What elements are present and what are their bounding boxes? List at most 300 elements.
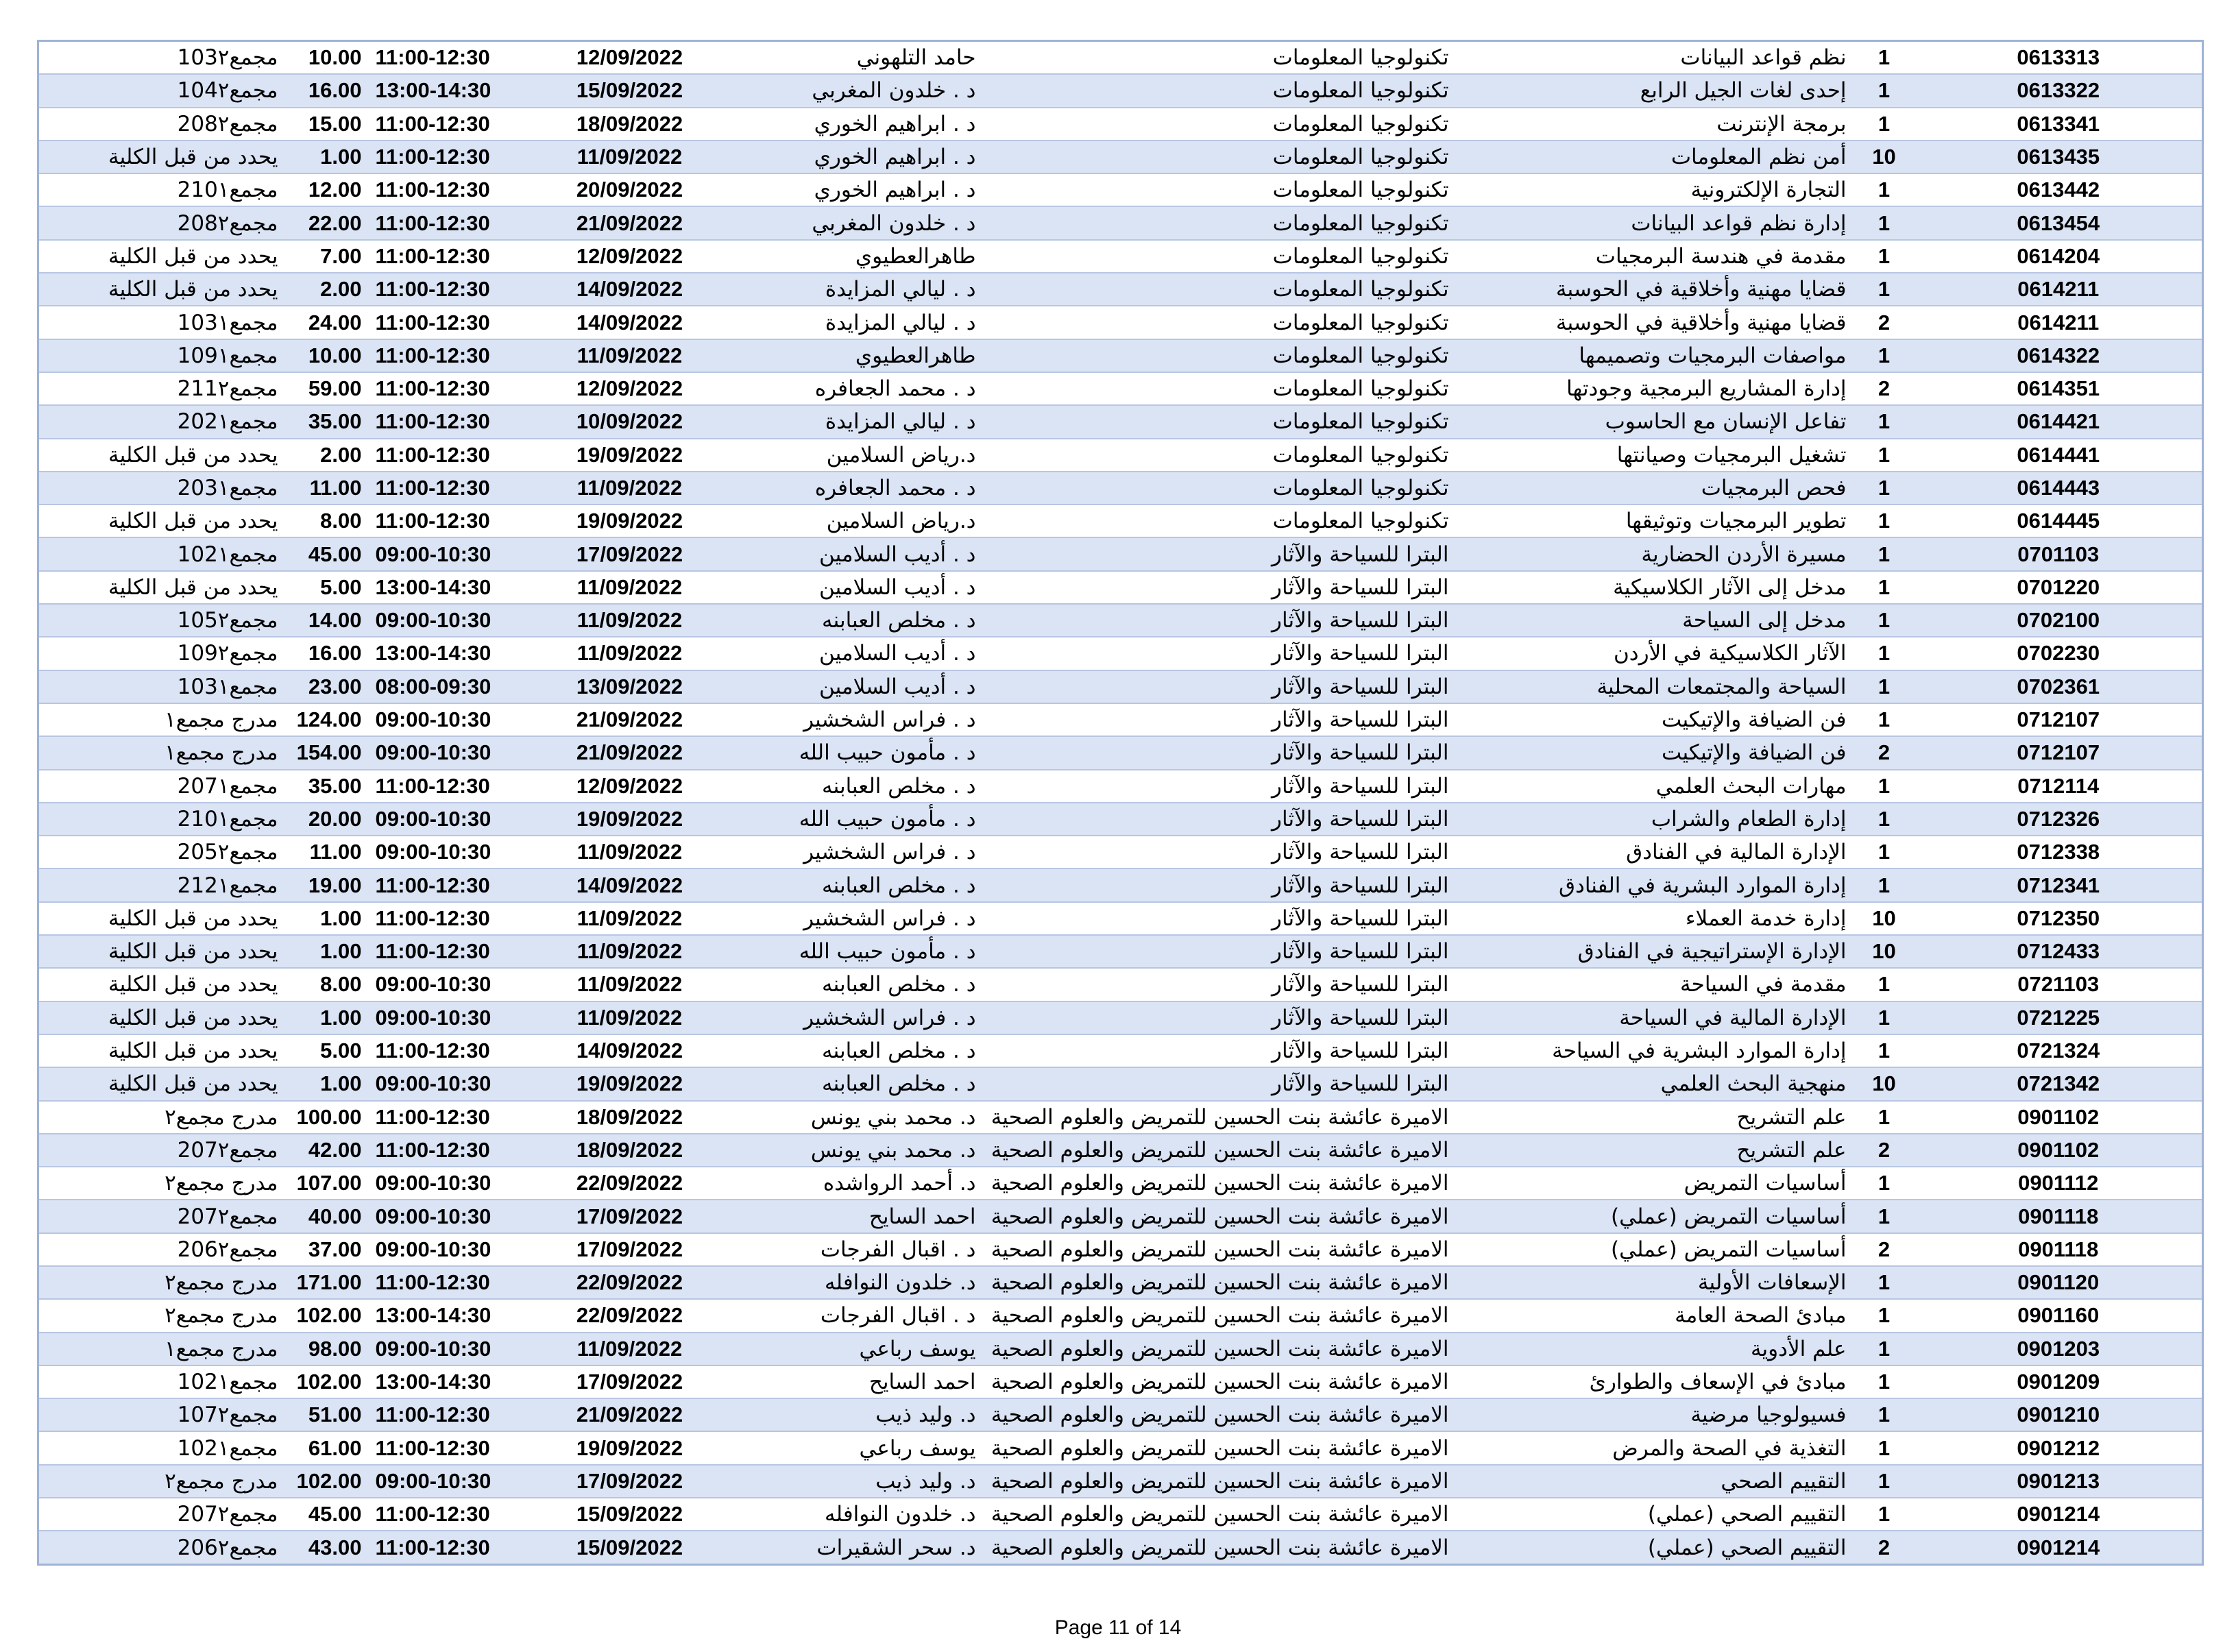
room-cell: يحدد من قبل الكلية — [38, 968, 285, 1001]
section-cell: 2 — [1854, 306, 1915, 339]
course-name-cell: مدخل إلى الآثار الكلاسيكية — [1456, 571, 1854, 604]
course-name-cell: الآثار الكلاسيكية في الأردن — [1456, 637, 1854, 670]
course-code-cell: 0614211 — [1915, 306, 2203, 339]
faculty-cell: البترا للسياحة والآثار — [976, 537, 1456, 570]
faculty-cell: البترا للسياحة والآثار — [976, 902, 1456, 935]
room-cell: يحدد من قبل الكلية — [38, 1067, 285, 1100]
student-count-cell: 19.00 — [285, 868, 369, 901]
student-count-cell: 1.00 — [285, 902, 369, 935]
faculty-cell: تكنولوجيا المعلومات — [976, 405, 1456, 438]
student-count-cell: 20.00 — [285, 803, 369, 836]
room-cell: 103مجمع١ — [38, 670, 285, 703]
table-row — [38, 736, 2203, 769]
room-cell: مدرج مجمع١ — [38, 703, 285, 736]
course-code-cell: 0613442 — [1915, 173, 2203, 206]
room-cell: 102مجمع١ — [38, 1365, 285, 1398]
course-code-cell: 0613341 — [1915, 108, 2203, 141]
course-name-cell: مبادئ الصحة العامة — [1456, 1299, 1854, 1332]
faculty-cell: البترا للسياحة والآثار — [976, 836, 1456, 868]
faculty-cell: تكنولوجيا المعلومات — [976, 41, 1456, 75]
section-cell: 1 — [1854, 41, 1915, 75]
table-row — [38, 108, 2203, 141]
room-cell: 102مجمع١ — [38, 537, 285, 570]
exam-date-cell: 17/09/2022 — [524, 1200, 736, 1232]
course-name-cell: تطوير البرمجيات وتوثيقها — [1456, 505, 1854, 537]
exam-date-cell: 15/09/2022 — [524, 1498, 736, 1531]
exam-time-cell: 13:00-14:30 — [369, 74, 524, 107]
exam-date-cell: 11/09/2022 — [524, 604, 736, 637]
section-cell: 1 — [1854, 1001, 1915, 1034]
exam-date-cell: 11/09/2022 — [524, 935, 736, 968]
instructor-cell: د . فراس الشخشير — [736, 1001, 976, 1034]
exam-date-cell: 17/09/2022 — [524, 1233, 736, 1266]
section-cell: 1 — [1854, 240, 1915, 273]
faculty-cell: البترا للسياحة والآثار — [976, 604, 1456, 637]
exam-time-cell: 11:00-12:30 — [369, 770, 524, 803]
exam-time-cell: 09:00-10:30 — [369, 1001, 524, 1034]
course-name-cell: أمن نظم المعلومات — [1456, 141, 1854, 173]
student-count-cell: 8.00 — [285, 505, 369, 537]
section-cell: 1 — [1854, 1200, 1915, 1232]
faculty-cell: تكنولوجيا المعلومات — [976, 306, 1456, 339]
faculty-cell: الاميرة عائشة بنت الحسين للتمريض والعلوم الصحية — [976, 1431, 1456, 1464]
section-cell: 1 — [1854, 703, 1915, 736]
faculty-cell: الاميرة عائشة بنت الحسين للتمريض والعلوم الصحية — [976, 1531, 1456, 1564]
course-name-cell: فسيولوجيا مرضية — [1456, 1398, 1854, 1431]
instructor-cell: د . خلدون المغربي — [736, 74, 976, 107]
section-cell: 1 — [1854, 537, 1915, 570]
section-cell: 10 — [1854, 1067, 1915, 1100]
section-cell: 2 — [1854, 1531, 1915, 1564]
instructor-cell: د . مخلص العبابنه — [736, 968, 976, 1001]
faculty-cell: تكنولوجيا المعلومات — [976, 339, 1456, 372]
course-name-cell: إحدى لغات الجيل الرابع — [1456, 74, 1854, 107]
student-count-cell: 1.00 — [285, 141, 369, 173]
table-row — [38, 439, 2203, 472]
course-code-cell: 0701220 — [1915, 571, 2203, 604]
faculty-cell: الاميرة عائشة بنت الحسين للتمريض والعلوم الصحية — [976, 1101, 1456, 1134]
course-code-cell: 0901203 — [1915, 1333, 2203, 1365]
room-cell: 207مجمع١ — [38, 770, 285, 803]
table-row — [38, 703, 2203, 736]
course-name-cell: تشغيل البرمجيات وصيانتها — [1456, 439, 1854, 472]
exam-time-cell: 11:00-12:30 — [369, 1398, 524, 1431]
section-cell: 1 — [1854, 1299, 1915, 1332]
exam-date-cell: 22/09/2022 — [524, 1266, 736, 1299]
faculty-cell: الاميرة عائشة بنت الحسين للتمريض والعلوم الصحية — [976, 1233, 1456, 1266]
exam-date-cell: 11/09/2022 — [524, 571, 736, 604]
exam-time-cell: 11:00-12:30 — [369, 173, 524, 206]
room-cell: 107مجمع٢ — [38, 1398, 285, 1431]
table-row — [38, 41, 2203, 75]
room-cell: 103مجمع١ — [38, 306, 285, 339]
table-row — [38, 1101, 2203, 1134]
section-cell: 10 — [1854, 935, 1915, 968]
room-cell: 202مجمع١ — [38, 405, 285, 438]
faculty-cell: الاميرة عائشة بنت الحسين للتمريض والعلوم الصحية — [976, 1365, 1456, 1398]
student-count-cell: 45.00 — [285, 537, 369, 570]
course-code-cell: 0901160 — [1915, 1299, 2203, 1332]
table-row — [38, 505, 2203, 537]
course-code-cell: 0901212 — [1915, 1431, 2203, 1464]
exam-date-cell: 18/09/2022 — [524, 1101, 736, 1134]
course-code-cell: 0901209 — [1915, 1365, 2203, 1398]
exam-time-cell: 11:00-12:30 — [369, 1101, 524, 1134]
course-code-cell: 0901214 — [1915, 1498, 2203, 1531]
exam-date-cell: 19/09/2022 — [524, 439, 736, 472]
exam-time-cell: 13:00-14:30 — [369, 637, 524, 670]
instructor-cell: د . محمد الجعافره — [736, 472, 976, 505]
table-row — [38, 1266, 2203, 1299]
room-cell: 109مجمع٢ — [38, 637, 285, 670]
course-name-cell: السياحة والمجتمعات المحلية — [1456, 670, 1854, 703]
room-cell: 103مجمع٢ — [38, 41, 285, 75]
course-code-cell: 0712114 — [1915, 770, 2203, 803]
exam-date-cell: 14/09/2022 — [524, 868, 736, 901]
student-count-cell: 8.00 — [285, 968, 369, 1001]
student-count-cell: 61.00 — [285, 1431, 369, 1464]
course-code-cell: 0702230 — [1915, 637, 2203, 670]
course-code-cell: 0901112 — [1915, 1167, 2203, 1200]
table-row — [38, 405, 2203, 438]
faculty-cell: تكنولوجيا المعلومات — [976, 472, 1456, 505]
section-cell: 1 — [1854, 1333, 1915, 1365]
table-row — [38, 902, 2203, 935]
table-row — [38, 1001, 2203, 1034]
exam-time-cell: 08:00-09:30 — [369, 670, 524, 703]
student-count-cell: 7.00 — [285, 240, 369, 273]
section-cell: 2 — [1854, 1233, 1915, 1266]
course-name-cell: فحص البرمجيات — [1456, 472, 1854, 505]
course-name-cell: مهارات البحث العلمي — [1456, 770, 1854, 803]
exam-date-cell: 14/09/2022 — [524, 273, 736, 306]
student-count-cell: 16.00 — [285, 74, 369, 107]
exam-date-cell: 19/09/2022 — [524, 803, 736, 836]
instructor-cell: د . مأمون حبيب الله — [736, 803, 976, 836]
course-name-cell: الإدارة المالية في السياحة — [1456, 1001, 1854, 1034]
room-cell: 206مجمع٢ — [38, 1531, 285, 1564]
exam-time-cell: 11:00-12:30 — [369, 240, 524, 273]
course-name-cell: فن الضيافة والإتيكيت — [1456, 736, 1854, 769]
table-row — [38, 339, 2203, 372]
instructor-cell: طاهرالعطيوي — [736, 240, 976, 273]
room-cell: 212مجمع١ — [38, 868, 285, 901]
section-cell: 1 — [1854, 206, 1915, 239]
section-cell: 1 — [1854, 1266, 1915, 1299]
table-row — [38, 74, 2203, 107]
course-code-cell: 0721342 — [1915, 1067, 2203, 1100]
student-count-cell: 154.00 — [285, 736, 369, 769]
course-name-cell: قضايا مهنية وأخلاقية في الحوسبة — [1456, 273, 1854, 306]
table-row — [38, 1531, 2203, 1564]
course-name-cell: مقدمة في السياحة — [1456, 968, 1854, 1001]
faculty-cell: تكنولوجيا المعلومات — [976, 372, 1456, 405]
exam-time-cell: 11:00-12:30 — [369, 372, 524, 405]
room-cell: 104مجمع٢ — [38, 74, 285, 107]
table-row — [38, 537, 2203, 570]
exam-date-cell: 19/09/2022 — [524, 1431, 736, 1464]
student-count-cell: 35.00 — [285, 405, 369, 438]
course-name-cell: أساسيات التمريض (عملي) — [1456, 1200, 1854, 1232]
course-code-cell: 0901210 — [1915, 1398, 2203, 1431]
faculty-cell: تكنولوجيا المعلومات — [976, 505, 1456, 537]
instructor-cell: د. أحمد الرواشده — [736, 1167, 976, 1200]
exam-time-cell: 09:00-10:30 — [369, 1067, 524, 1100]
faculty-cell: تكنولوجيا المعلومات — [976, 74, 1456, 107]
course-code-cell: 0614443 — [1915, 472, 2203, 505]
section-cell: 1 — [1854, 836, 1915, 868]
room-cell: 207مجمع٢ — [38, 1200, 285, 1232]
course-name-cell: أساسيات التمريض — [1456, 1167, 1854, 1200]
exam-time-cell: 11:00-12:30 — [369, 41, 524, 75]
instructor-cell: د . أديب السلامين — [736, 670, 976, 703]
course-name-cell: الإدارة المالية في الفنادق — [1456, 836, 1854, 868]
table-row — [38, 1034, 2203, 1067]
course-name-cell: إدارة المشاريع البرمجية وجودتها — [1456, 372, 1854, 405]
student-count-cell: 43.00 — [285, 1531, 369, 1564]
section-cell: 1 — [1854, 670, 1915, 703]
table-row — [38, 1134, 2203, 1167]
table-row — [38, 1299, 2203, 1332]
section-cell: 1 — [1854, 1465, 1915, 1498]
faculty-cell: الاميرة عائشة بنت الحسين للتمريض والعلوم الصحية — [976, 1200, 1456, 1232]
exam-time-cell: 09:00-10:30 — [369, 968, 524, 1001]
instructor-cell: د . ليالي المزايدة — [736, 273, 976, 306]
faculty-cell: تكنولوجيا المعلومات — [976, 240, 1456, 273]
room-cell: يحدد من قبل الكلية — [38, 935, 285, 968]
course-code-cell: 0613322 — [1915, 74, 2203, 107]
instructor-cell: د. خلدون النوافله — [736, 1498, 976, 1531]
room-cell: يحدد من قبل الكلية — [38, 141, 285, 173]
exam-time-cell: 11:00-12:30 — [369, 1531, 524, 1564]
faculty-cell: تكنولوجيا المعلومات — [976, 141, 1456, 173]
student-count-cell: 1.00 — [285, 935, 369, 968]
instructor-cell: د . أديب السلامين — [736, 537, 976, 570]
table-row — [38, 770, 2203, 803]
exam-date-cell: 21/09/2022 — [524, 736, 736, 769]
instructor-cell: احمد السايح — [736, 1200, 976, 1232]
exam-date-cell: 13/09/2022 — [524, 670, 736, 703]
exam-date-cell: 12/09/2022 — [524, 240, 736, 273]
instructor-cell: د . محمد الجعافره — [736, 372, 976, 405]
student-count-cell: 22.00 — [285, 206, 369, 239]
student-count-cell: 98.00 — [285, 1333, 369, 1365]
table-row — [38, 1498, 2203, 1531]
instructor-cell: د . ليالي المزايدة — [736, 306, 976, 339]
student-count-cell: 11.00 — [285, 472, 369, 505]
course-code-cell: 0614445 — [1915, 505, 2203, 537]
section-cell: 1 — [1854, 405, 1915, 438]
exam-time-cell: 11:00-12:30 — [369, 439, 524, 472]
faculty-cell: تكنولوجيا المعلومات — [976, 173, 1456, 206]
section-cell: 1 — [1854, 273, 1915, 306]
instructor-cell: د . أديب السلامين — [736, 571, 976, 604]
table-row — [38, 173, 2203, 206]
course-name-cell: التجارة الإلكترونية — [1456, 173, 1854, 206]
room-cell: 102مجمع١ — [38, 1431, 285, 1464]
exam-time-cell: 11:00-12:30 — [369, 505, 524, 537]
table-row — [38, 868, 2203, 901]
exam-time-cell: 11:00-12:30 — [369, 902, 524, 935]
course-name-cell: إدارة نظم قواعد البيانات — [1456, 206, 1854, 239]
student-count-cell: 59.00 — [285, 372, 369, 405]
course-code-cell: 0702361 — [1915, 670, 2203, 703]
section-cell: 1 — [1854, 770, 1915, 803]
instructor-cell: د . مأمون حبيب الله — [736, 736, 976, 769]
room-cell: مدرج مجمع٢ — [38, 1299, 285, 1332]
faculty-cell: تكنولوجيا المعلومات — [976, 108, 1456, 141]
section-cell: 1 — [1854, 505, 1915, 537]
exam-date-cell: 11/09/2022 — [524, 1001, 736, 1034]
course-code-cell: 0614441 — [1915, 439, 2203, 472]
table-row — [38, 1398, 2203, 1431]
section-cell: 1 — [1854, 868, 1915, 901]
student-count-cell: 16.00 — [285, 637, 369, 670]
room-cell: 208مجمع٢ — [38, 108, 285, 141]
table-row — [38, 803, 2203, 836]
course-code-cell: 0721103 — [1915, 968, 2203, 1001]
room-cell: 206مجمع٢ — [38, 1233, 285, 1266]
student-count-cell: 14.00 — [285, 604, 369, 637]
exam-time-cell: 09:00-10:30 — [369, 1333, 524, 1365]
section-cell: 1 — [1854, 1431, 1915, 1464]
section-cell: 1 — [1854, 1167, 1915, 1200]
exam-time-cell: 13:00-14:30 — [369, 1299, 524, 1332]
exam-date-cell: 12/09/2022 — [524, 372, 736, 405]
room-cell: يحدد من قبل الكلية — [38, 902, 285, 935]
exam-time-cell: 09:00-10:30 — [369, 1167, 524, 1200]
instructor-cell: د . فراس الشخشير — [736, 902, 976, 935]
exam-date-cell: 11/09/2022 — [524, 836, 736, 868]
exam-date-cell: 15/09/2022 — [524, 1531, 736, 1564]
exam-date-cell: 12/09/2022 — [524, 770, 736, 803]
course-code-cell: 0614211 — [1915, 273, 2203, 306]
table-row — [38, 372, 2203, 405]
section-cell: 1 — [1854, 472, 1915, 505]
course-name-cell: إدارة الموارد البشرية في الفنادق — [1456, 868, 1854, 901]
course-code-cell: 0901118 — [1915, 1200, 2203, 1232]
course-name-cell: الإدارة الإستراتيجية في الفنادق — [1456, 935, 1854, 968]
course-code-cell: 0613435 — [1915, 141, 2203, 173]
course-code-cell: 0613313 — [1915, 41, 2203, 75]
section-cell: 1 — [1854, 571, 1915, 604]
exam-time-cell: 13:00-14:30 — [369, 571, 524, 604]
faculty-cell: البترا للسياحة والآثار — [976, 736, 1456, 769]
exam-time-cell: 09:00-10:30 — [369, 836, 524, 868]
section-cell: 10 — [1854, 141, 1915, 173]
faculty-cell: الاميرة عائشة بنت الحسين للتمريض والعلوم الصحية — [976, 1398, 1456, 1431]
table-row — [38, 141, 2203, 173]
course-code-cell: 0701103 — [1915, 537, 2203, 570]
exam-date-cell: 17/09/2022 — [524, 1365, 736, 1398]
exam-time-cell: 09:00-10:30 — [369, 1465, 524, 1498]
instructor-cell: د. سحر الشقيرات — [736, 1531, 976, 1564]
course-name-cell: مقدمة في هندسة البرمجيات — [1456, 240, 1854, 273]
faculty-cell: الاميرة عائشة بنت الحسين للتمريض والعلوم الصحية — [976, 1134, 1456, 1167]
course-name-cell: التقييم الصحي — [1456, 1465, 1854, 1498]
instructor-cell: د . ليالي المزايدة — [736, 405, 976, 438]
table-row — [38, 306, 2203, 339]
faculty-cell: البترا للسياحة والآثار — [976, 935, 1456, 968]
faculty-cell: البترا للسياحة والآثار — [976, 770, 1456, 803]
course-code-cell: 0614204 — [1915, 240, 2203, 273]
exam-time-cell: 11:00-12:30 — [369, 935, 524, 968]
course-code-cell: 0721225 — [1915, 1001, 2203, 1034]
room-cell: 203مجمع١ — [38, 472, 285, 505]
course-name-cell: تفاعل الإنسان مع الحاسوب — [1456, 405, 1854, 438]
instructor-cell: احمد السايح — [736, 1365, 976, 1398]
table-row — [38, 1167, 2203, 1200]
course-code-cell: 0712107 — [1915, 736, 2203, 769]
course-code-cell: 0901120 — [1915, 1266, 2203, 1299]
table-row — [38, 1333, 2203, 1365]
course-name-cell: نظم قواعد البيانات — [1456, 41, 1854, 75]
section-cell: 1 — [1854, 1398, 1915, 1431]
table-row — [38, 1067, 2203, 1100]
room-cell: 210مجمع١ — [38, 173, 285, 206]
exam-date-cell: 17/09/2022 — [524, 1465, 736, 1498]
instructor-cell: د . اقبال الفرجات — [736, 1299, 976, 1332]
room-cell: 205مجمع٢ — [38, 836, 285, 868]
instructor-cell: د . فراس الشخشير — [736, 836, 976, 868]
exam-time-cell: 11:00-12:30 — [369, 405, 524, 438]
section-cell: 1 — [1854, 637, 1915, 670]
instructor-cell: طاهرالعطيوي — [736, 339, 976, 372]
student-count-cell: 102.00 — [285, 1365, 369, 1398]
instructor-cell: د. محمد بني يونس — [736, 1101, 976, 1134]
room-cell: يحدد من قبل الكلية — [38, 439, 285, 472]
exam-date-cell: 11/09/2022 — [524, 902, 736, 935]
section-cell: 2 — [1854, 736, 1915, 769]
faculty-cell: البترا للسياحة والآثار — [976, 703, 1456, 736]
section-cell: 1 — [1854, 439, 1915, 472]
table-row — [38, 1200, 2203, 1232]
student-count-cell: 124.00 — [285, 703, 369, 736]
student-count-cell: 2.00 — [285, 273, 369, 306]
instructor-cell: د . مخلص العبابنه — [736, 868, 976, 901]
exam-time-cell: 09:00-10:30 — [369, 537, 524, 570]
exam-time-cell: 09:00-10:30 — [369, 1200, 524, 1232]
faculty-cell: الاميرة عائشة بنت الحسين للتمريض والعلوم الصحية — [976, 1167, 1456, 1200]
course-name-cell: التقييم الصحي (عملي) — [1456, 1498, 1854, 1531]
exam-date-cell: 21/09/2022 — [524, 1398, 736, 1431]
course-name-cell: قضايا مهنية وأخلاقية في الحوسبة — [1456, 306, 1854, 339]
course-name-cell: مدخل إلى السياحة — [1456, 604, 1854, 637]
room-cell: 210مجمع١ — [38, 803, 285, 836]
course-code-cell: 0712107 — [1915, 703, 2203, 736]
student-count-cell: 23.00 — [285, 670, 369, 703]
table-row — [38, 240, 2203, 273]
exam-time-cell: 13:00-14:30 — [369, 1365, 524, 1398]
course-code-cell: 0901102 — [1915, 1134, 2203, 1167]
exam-date-cell: 11/09/2022 — [524, 1333, 736, 1365]
exam-date-cell: 21/09/2022 — [524, 703, 736, 736]
student-count-cell: 1.00 — [285, 1001, 369, 1034]
exam-date-cell: 18/09/2022 — [524, 108, 736, 141]
exam-date-cell: 14/09/2022 — [524, 306, 736, 339]
instructor-cell: د . ابراهيم الخوري — [736, 173, 976, 206]
student-count-cell: 107.00 — [285, 1167, 369, 1200]
exam-time-cell: 09:00-10:30 — [369, 803, 524, 836]
exam-time-cell: 11:00-12:30 — [369, 306, 524, 339]
course-code-cell: 0614322 — [1915, 339, 2203, 372]
student-count-cell: 5.00 — [285, 1034, 369, 1067]
faculty-cell: البترا للسياحة والآثار — [976, 1067, 1456, 1100]
section-cell: 1 — [1854, 1101, 1915, 1134]
table-row — [38, 935, 2203, 968]
table-row — [38, 968, 2203, 1001]
exam-date-cell: 11/09/2022 — [524, 637, 736, 670]
